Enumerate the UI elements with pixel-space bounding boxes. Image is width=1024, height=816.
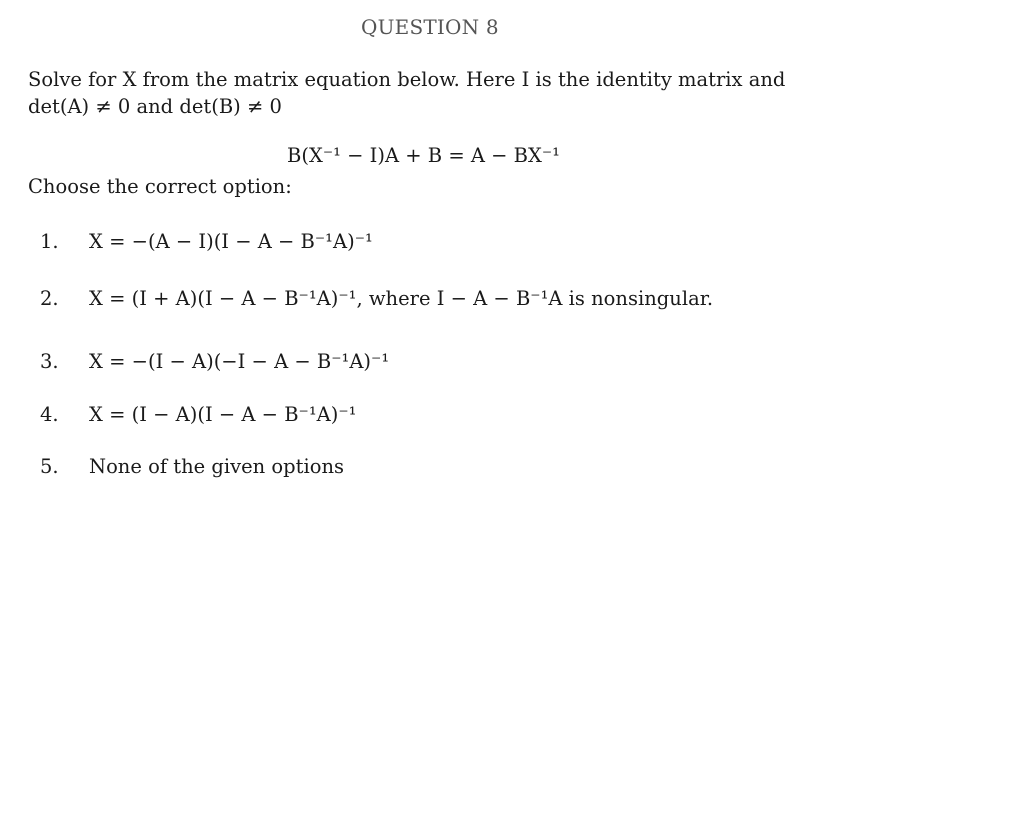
option-text: X = (I + A)(I − A − B⁻¹A)⁻¹, where I − A − B⁻¹A is nonsingular.: [89, 287, 714, 310]
option-number: 2.: [40, 287, 59, 310]
question-title: QUESTION 8: [361, 15, 499, 39]
option-text: None of the given options: [89, 455, 345, 478]
option-number: 5.: [40, 455, 59, 478]
option-number: 1.: [40, 230, 59, 253]
option-number: 4.: [40, 403, 59, 426]
option-text: X = −(A − I)(I − A − B⁻¹A)⁻¹: [89, 230, 373, 253]
matrix-equation: B(X⁻¹ − I)A + B = A − BX⁻¹: [287, 144, 560, 167]
question-instructions-line-1: Solve for X from the matrix equation below. Here I is the identity matrix and: [28, 68, 786, 91]
choose-option-prompt: Choose the correct option:: [28, 175, 292, 198]
question-instructions-line-2: det(A) ≠ 0 and det(B) ≠ 0: [28, 95, 282, 118]
option-number: 3.: [40, 350, 59, 373]
option-text: X = (I − A)(I − A − B⁻¹A)⁻¹: [89, 403, 357, 426]
option-text: X = −(I − A)(−I − A − B⁻¹A)⁻¹: [89, 350, 390, 373]
